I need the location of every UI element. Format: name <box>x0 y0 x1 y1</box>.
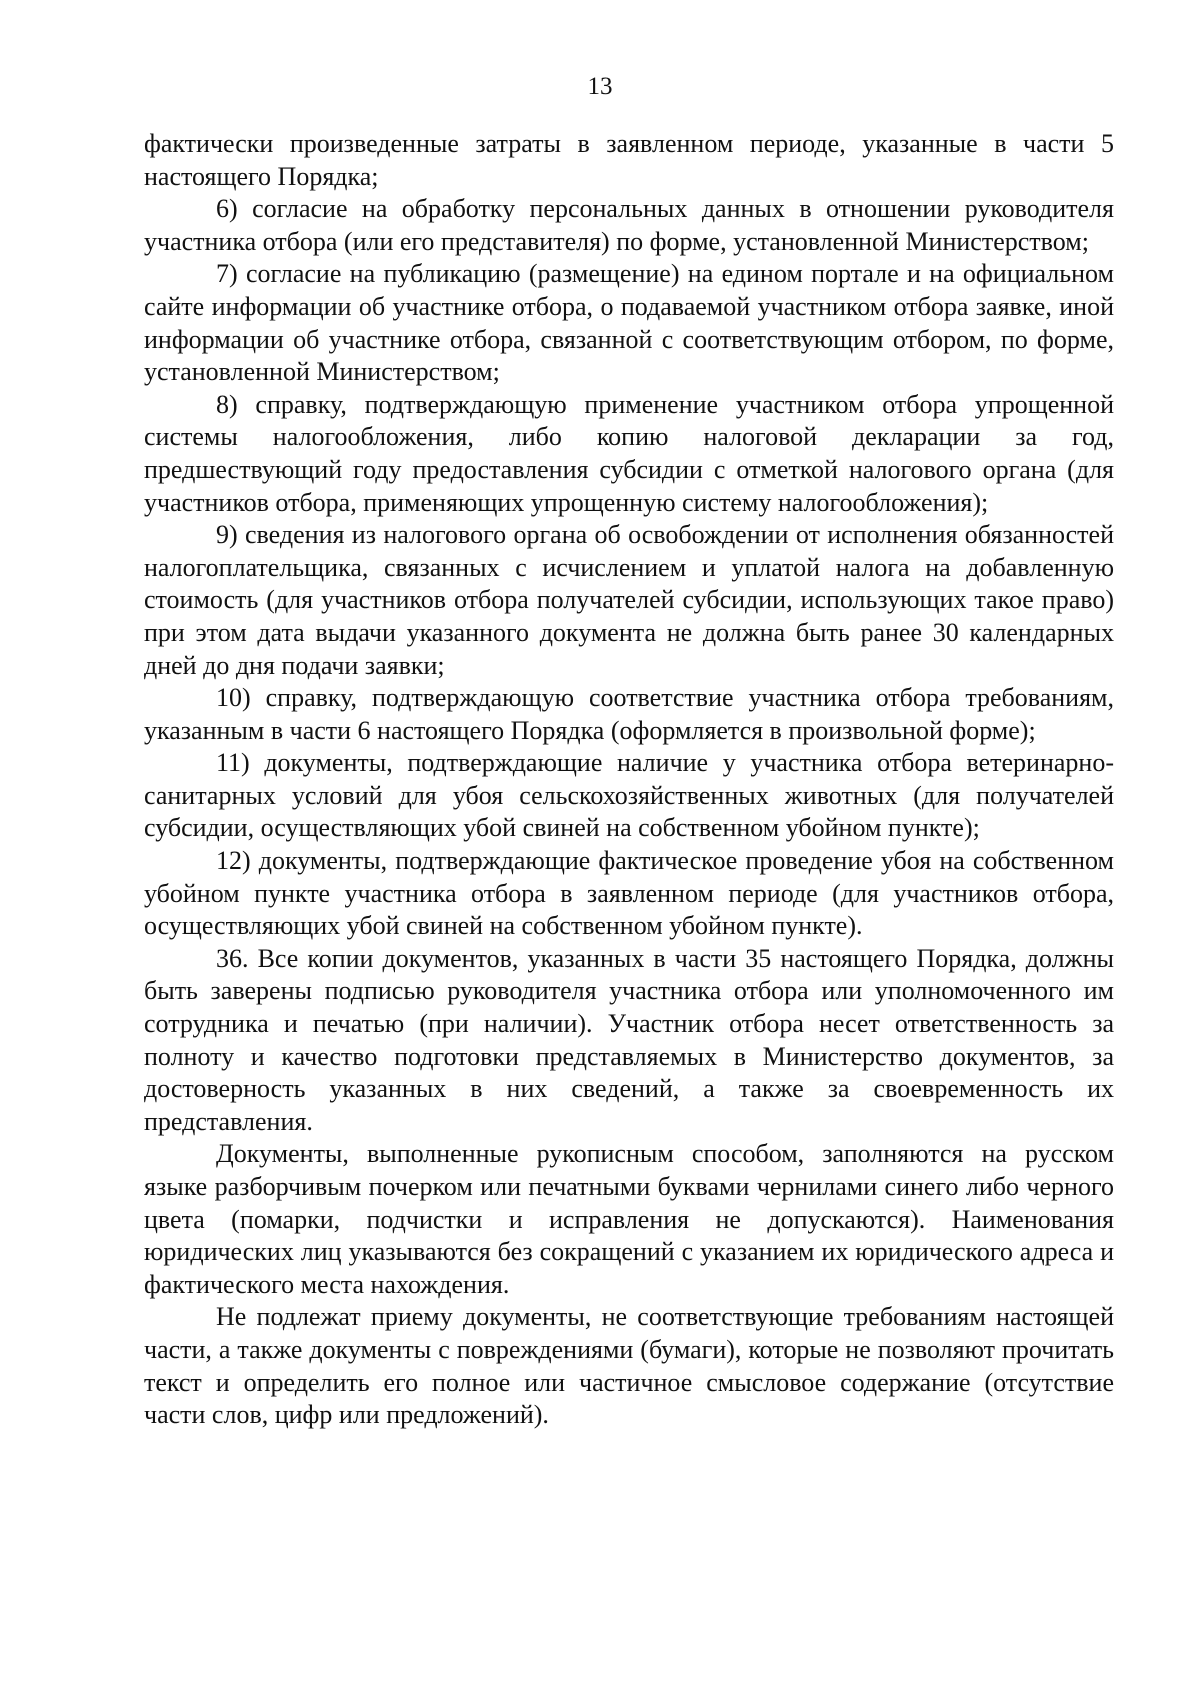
page-number: 13 <box>587 73 613 100</box>
paragraph-section-36: 36. Все копии документов, указанных в части 35 настоящего Порядка, должны быть заверены подписью руководителя участника отбора или уполномоченного им сотрудника и печатью (при наличии). Участник отбора несет ответственность за полноту и качество подготовки представляемых в Министерство документов, за достоверность указанных в них сведений, а также за своевременность их представления. <box>144 943 1114 1136</box>
paragraph-item-8: 8) справку, подтверждающую применение участником отбора упрощенной системы налогообложения, либо копию налоговой декларации за год, предшествующий году предоставления субсидии с отметкой налогового органа (для участников отбора, применяющих упрощенную систему налогообложения); <box>144 389 1114 517</box>
paragraph-rejection-rules: Не подлежат приему документы, не соответствующие требованиям настоящей части, а также документы с повреждениями (бумаги), которые не позволяют прочитать текст и определить его полное или частичное смысловое содержание (отсутствие части слов, цифр или предложений). <box>144 1302 1114 1430</box>
paragraph-item-9: 9) сведения из налогового органа об освобождении от исполнения обязанностей налогоплательщика, связанных с исчислением и уплатой налога на добавленную стоимость (для участников отбора получателей субсидии, использующих такое право) при этом дата выдачи указанного документа не должна быть ранее 30 календарных дней до дня подачи заявки; <box>144 520 1114 680</box>
paragraph-continuation: фактически произведенные затраты в заявленном периоде, указанные в части 5 настоящего Порядка; <box>144 129 1114 191</box>
paragraph-item-7: 7) согласие на публикацию (размещение) на едином портале и на официальном сайте информации об участнике отбора, о подаваемой участником отбора заявке, иной информации об участнике отбора, связанной с соответствующим отбором, по форме, установленной Министерством; <box>144 259 1114 387</box>
paragraph-item-6: 6) согласие на обработку персональных данных в отношении руководителя участника отбора (или его представителя) по форме, установленной Министерством; <box>144 194 1114 256</box>
paragraph-handwritten-documents: Документы, выполненные рукописным способом, заполняются на русском языке разборчивым почерком или печатными буквами чернилами синего либо черного цвета (помарки, подчистки и исправления не допускаются). Наименования юридических лиц указываются без сокращений с указанием их юридического адреса и фактического места нахождения. <box>144 1139 1114 1299</box>
paragraph-item-10: 10) справку, подтверждающую соответствие участника отбора требованиям, указанным в части 6 настоящего Порядка (оформляется в произвольной форме); <box>144 683 1114 745</box>
paragraph-item-11: 11) документы, подтверждающие наличие у участника отбора ветеринарно-санитарных условий для убоя сельскохозяйственных животных (для получателей субсидии, осуществляющих убой свиней на собственном убойном пункте); <box>144 748 1114 843</box>
paragraph-item-12: 12) документы, подтверждающие фактическое проведение убоя на собственном убойном пункте участника отбора в заявленном периоде (для участников отбора, осуществляющих убой свиней на собственном убойном пункте). <box>144 846 1114 941</box>
document-body <box>144 128 1114 1432</box>
